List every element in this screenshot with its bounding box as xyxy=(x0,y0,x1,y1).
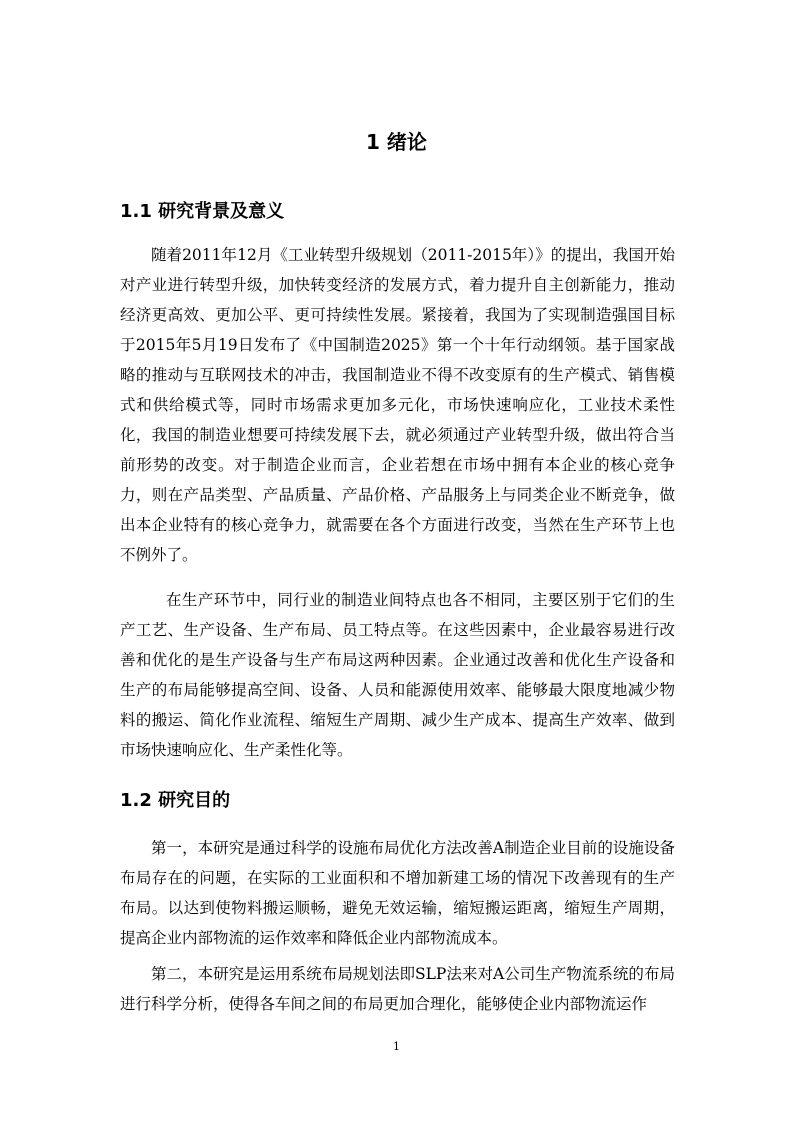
chapter-title: 1 绪论 xyxy=(366,130,427,154)
section-heading-1-2: 1.2 研究目的 xyxy=(120,790,231,811)
section-heading-1-1: 1.1 研究背景及意义 xyxy=(120,201,285,222)
paragraph-production: 在生产环节中，同行业的制造业间特点也各不相同，主要区别于它们的生产工艺、生产设备、生产布局、员工特点等。在这些因素中，企业最容易进行改善和优化的是生产设备与生产布局这两种因素。企业通过改善和优化生产设备和生产的布局能够提高空间、设备、人员和能源使用效率、能够最大限度地减少物料的搬运、简化作业流程、缩短生产周期、减少生产成本、提高生产效率、做到市场快速响应化、生产柔性化等。 xyxy=(120,591,675,759)
page-number: 1 xyxy=(393,1040,400,1053)
paragraph-purpose-second: 第二，本研究是运用系统布局规划法即SLP法来对A公司生产物流系统的布局进行科学分析，使得各车间之间的布局更加合理化，能够使企业内部物流运作 xyxy=(120,965,675,1013)
paragraph-purpose-first: 第一，本研究是通过科学的设施布局优化方法改善A制造企业目前的设施设备布局存在的问题，在实际的工业面积和不增加新建工场的情况下改善现有的生产布局。以达到使物料搬运顺畅，避免无效运输，缩短搬运距离，缩短生产周期，提高企业内部物流的运作效率和降低企业内部物流成本。 xyxy=(120,839,675,947)
paragraph-background: 随着2011年12月《工业转型升级规划（2011-2015年）》的提出，我国开始对产业进行转型升级，加快转变经济的发展方式，着力提升自主创新能力，推动经济更高效、更加公平、更可持续性发展。紧接着，我国为了实现制造强国目标于2015年5月19日发布了《中国制造2025》第一个十年行动纲领。基于国家战略的推动与互联网技术的冲击，我国制造业不得不改变原有的生产模式、销售模式和供给模式等，同时市场需求更加多元化，市场快速响应化，工业技术柔性化，我国的制造业想要可持续发展下去，就必须通过产业转型升级，做出符合当前形势的改变。对于制造企业而言，企业若想在市场中拥有本企业的核心竞争力，则在产品类型、产品质量、产品价格、产品服务上与同类企业不断竞争，做出本企业特有的核心竞争力，就需要在各个方面进行改变，当然在生产环节上也不例外了。 xyxy=(120,246,675,564)
